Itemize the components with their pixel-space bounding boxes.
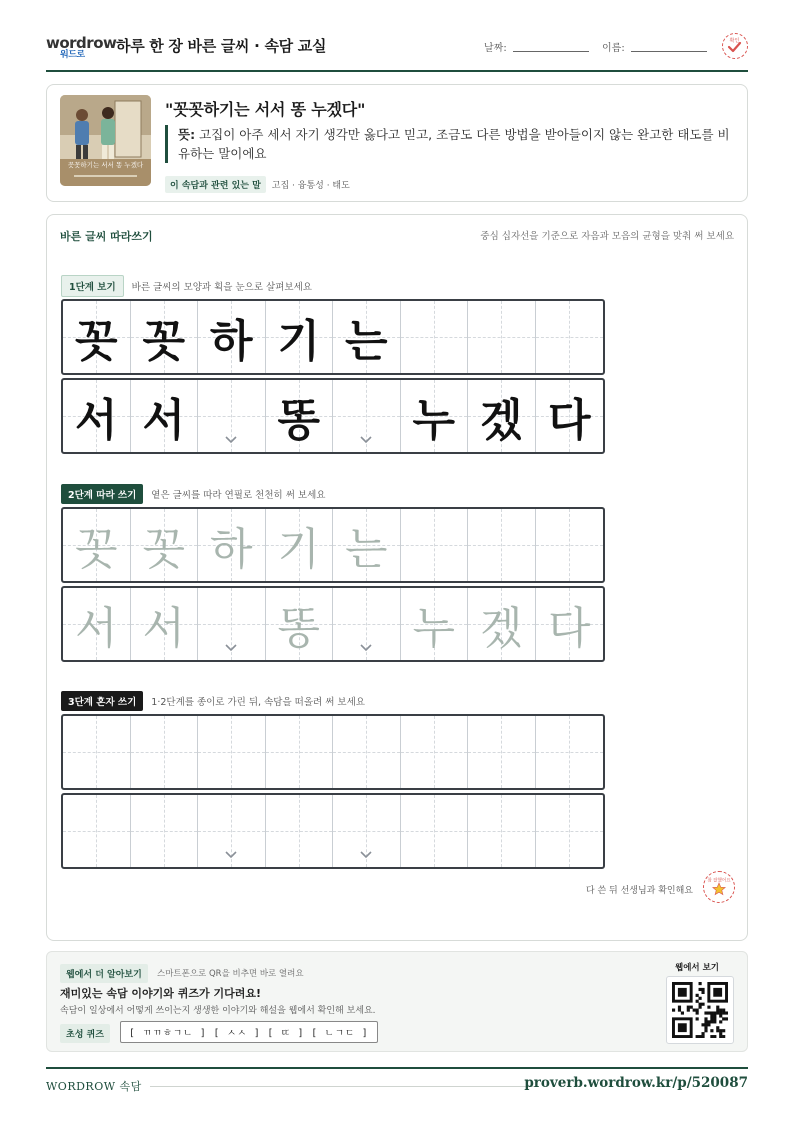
practice-glyph: 겠 <box>479 603 523 654</box>
teacher-stamp-text: 참 잘했어요 <box>707 878 731 884</box>
step1-row1-grid <box>61 299 605 375</box>
teacher-note: 다 쓴 뒤 선생님과 확인해요 <box>585 886 693 896</box>
qr-code-icon[interactable] <box>666 976 734 1044</box>
writing-cell <box>198 380 266 452</box>
writing-cell[interactable] <box>63 509 131 581</box>
check-stamp-text: 확인 <box>729 38 740 44</box>
writing-cell[interactable] <box>63 716 131 788</box>
practice-glyph: 다 <box>547 603 591 654</box>
practice-glyph: 겠 <box>479 395 523 446</box>
writing-cell[interactable] <box>468 716 536 788</box>
name-field[interactable] <box>602 39 707 54</box>
practice-glyph: 똥 <box>277 603 320 654</box>
meaning-label: 뜻: <box>178 127 196 142</box>
writing-cell[interactable] <box>198 509 266 581</box>
writing-cell[interactable] <box>266 795 334 867</box>
practice-glyph: 꼿 <box>142 524 185 575</box>
star-stamp-icon <box>703 871 735 903</box>
writing-cell <box>333 380 401 452</box>
practice-glyph: 서 <box>74 395 118 446</box>
proverb-title: "꼿꼿하기는 서서 똥 누겠다" <box>165 100 366 119</box>
related-tag: 이 속담과 관련 있는 말 <box>165 176 266 193</box>
writing-cell[interactable] <box>333 509 401 581</box>
space-marker-icon <box>360 434 372 446</box>
proverb-meaning <box>165 125 735 163</box>
writing-cell[interactable] <box>266 588 334 660</box>
step2-row1-grid[interactable] <box>61 507 605 583</box>
writing-cell[interactable] <box>198 588 266 660</box>
space-marker-icon <box>225 849 237 861</box>
writing-cell[interactable] <box>401 795 469 867</box>
step2-row2-grid[interactable] <box>61 586 605 662</box>
related-words-row <box>165 176 350 193</box>
writing-cell <box>468 301 536 373</box>
quiz-label: 초성 퀴즈 <box>60 1024 110 1043</box>
step1-row2-grid <box>61 378 605 454</box>
writing-cell[interactable] <box>266 509 334 581</box>
practice-section <box>46 214 748 941</box>
meaning-text: 고집이 아주 세서 자기 생각만 옳다고 믿고, 조금도 다른 방법을 받아들이지 않는 완고한 태도를 비유하는 말이에요 <box>178 127 730 161</box>
writing-cell[interactable] <box>131 716 199 788</box>
web-description: 속담이 일상에서 어떻게 쓰이는지 생생한 이야기와 해설을 웹에서 확인해 보세요. <box>60 1006 376 1016</box>
logo-korean: 워드로 <box>60 50 85 60</box>
writing-cell <box>63 380 131 452</box>
writing-cell[interactable] <box>266 716 334 788</box>
practice-glyph: 하 <box>209 316 253 367</box>
date-field[interactable] <box>484 39 589 54</box>
writing-cell[interactable] <box>468 795 536 867</box>
writing-cell[interactable] <box>468 588 536 660</box>
page-title: 하루 한 장 바른 글씨 · 속담 교실 <box>116 37 327 55</box>
practice-title: 바른 글씨 따라쓰기 <box>60 230 153 243</box>
practice-glyph: 꼿 <box>74 316 118 367</box>
step2-header <box>61 484 325 504</box>
name-label: 이름: <box>602 43 625 54</box>
check-stamp-icon <box>722 33 748 59</box>
writing-cell[interactable] <box>131 509 199 581</box>
space-marker-icon <box>360 849 372 861</box>
writing-cell <box>266 301 334 373</box>
writing-cell[interactable] <box>536 795 604 867</box>
step1-desc: 바른 글씨의 모양과 획을 눈으로 살펴보세요 <box>131 282 312 293</box>
date-line <box>513 42 589 52</box>
step3-desc: 1·2단계를 종이로 가린 뒤, 속담을 떠올려 써 보세요 <box>151 697 365 708</box>
web-headline: 재미있는 속담 이야기와 퀴즈가 기다려요! <box>60 987 261 1000</box>
qr-label: 웹에서 보기 <box>674 963 719 973</box>
writing-cell[interactable] <box>401 588 469 660</box>
writing-cell <box>266 380 334 452</box>
writing-cell <box>63 301 131 373</box>
writing-cell[interactable] <box>63 588 131 660</box>
practice-glyph: 기 <box>277 316 320 367</box>
practice-glyph: 는 <box>344 316 388 367</box>
related-words: 고집 · 융통성 · 태도 <box>271 181 350 191</box>
practice-glyph: 똥 <box>277 395 320 446</box>
writing-cell[interactable] <box>333 716 401 788</box>
footer-url-link[interactable]: proverb.wordrow.kr/p/520087 <box>524 1075 748 1091</box>
footer-brand: WORDROW 속담 <box>46 1080 142 1093</box>
wordrow-logo <box>46 34 116 60</box>
writing-cell <box>131 380 199 452</box>
web-promo-box <box>46 951 748 1052</box>
page-footer <box>46 1067 748 1097</box>
footer-divider <box>150 1086 538 1087</box>
web-sub: 스마트폰으로 QR을 비추면 바로 열려요 <box>157 969 304 979</box>
web-tag: 웹에서 더 알아보기 <box>60 964 148 983</box>
writing-cell[interactable] <box>333 795 401 867</box>
writing-cell[interactable] <box>401 509 469 581</box>
step3-row2-grid[interactable] <box>61 793 605 869</box>
practice-glyph: 서 <box>142 603 185 654</box>
practice-glyph: 다 <box>547 395 591 446</box>
proverb-illustration <box>60 95 151 186</box>
writing-cell[interactable] <box>333 588 401 660</box>
writing-cell <box>536 380 604 452</box>
writing-cell[interactable] <box>198 795 266 867</box>
writing-cell[interactable] <box>536 509 604 581</box>
practice-glyph: 누 <box>412 395 455 446</box>
step3-row1-grid[interactable] <box>61 714 605 790</box>
step3-tag: 3단계 혼자 쓰기 <box>61 691 143 711</box>
writing-cell <box>401 380 469 452</box>
practice-glyph: 서 <box>142 395 185 446</box>
space-marker-icon <box>225 434 237 446</box>
writing-cell[interactable] <box>536 588 604 660</box>
step3-header <box>61 691 365 711</box>
practice-glyph: 기 <box>277 524 320 575</box>
writing-cell <box>333 301 401 373</box>
writing-cell[interactable] <box>198 716 266 788</box>
writing-cell[interactable] <box>131 795 199 867</box>
date-label: 날짜: <box>484 43 507 54</box>
initial-consonant-quiz: [ ㄲㄲㅎㄱㄴ ] [ ㅅㅅ ] [ ㄸ ] [ ㄴㄱㄷ ] <box>120 1021 378 1043</box>
practice-glyph: 누 <box>412 603 455 654</box>
space-marker-icon <box>225 642 237 654</box>
step1-tag: 1단계 보기 <box>61 275 124 297</box>
writing-cell <box>401 301 469 373</box>
practice-hint: 중심 십자선을 기준으로 자음과 모음의 균형을 맞춰 써 보세요 <box>480 231 734 242</box>
writing-cell[interactable] <box>536 716 604 788</box>
space-marker-icon <box>360 642 372 654</box>
writing-cell[interactable] <box>131 588 199 660</box>
writing-cell <box>468 380 536 452</box>
practice-glyph: 꼿 <box>74 524 118 575</box>
step1-header <box>61 275 312 297</box>
page-header <box>46 30 748 72</box>
step2-tag: 2단계 따라 쓰기 <box>61 484 143 504</box>
practice-glyph: 는 <box>344 524 388 575</box>
logo-text-w: w <box>46 34 60 52</box>
writing-cell <box>198 301 266 373</box>
practice-glyph: 서 <box>74 603 118 654</box>
step2-desc: 옅은 글씨를 따라 연필로 천천히 써 보세요 <box>151 490 326 501</box>
practice-glyph: 꼿 <box>142 316 185 367</box>
name-line <box>631 42 707 52</box>
proverb-card <box>46 84 748 202</box>
practice-glyph: 하 <box>209 524 253 575</box>
writing-cell <box>536 301 604 373</box>
thumb-caption: 꼿꼿하기는 서서 똥 누겠다 <box>67 161 144 169</box>
writing-cell[interactable] <box>468 509 536 581</box>
writing-cell[interactable] <box>401 716 469 788</box>
logo-text-ordrow: ordrow <box>59 34 117 52</box>
writing-cell[interactable] <box>63 795 131 867</box>
writing-cell <box>131 301 199 373</box>
